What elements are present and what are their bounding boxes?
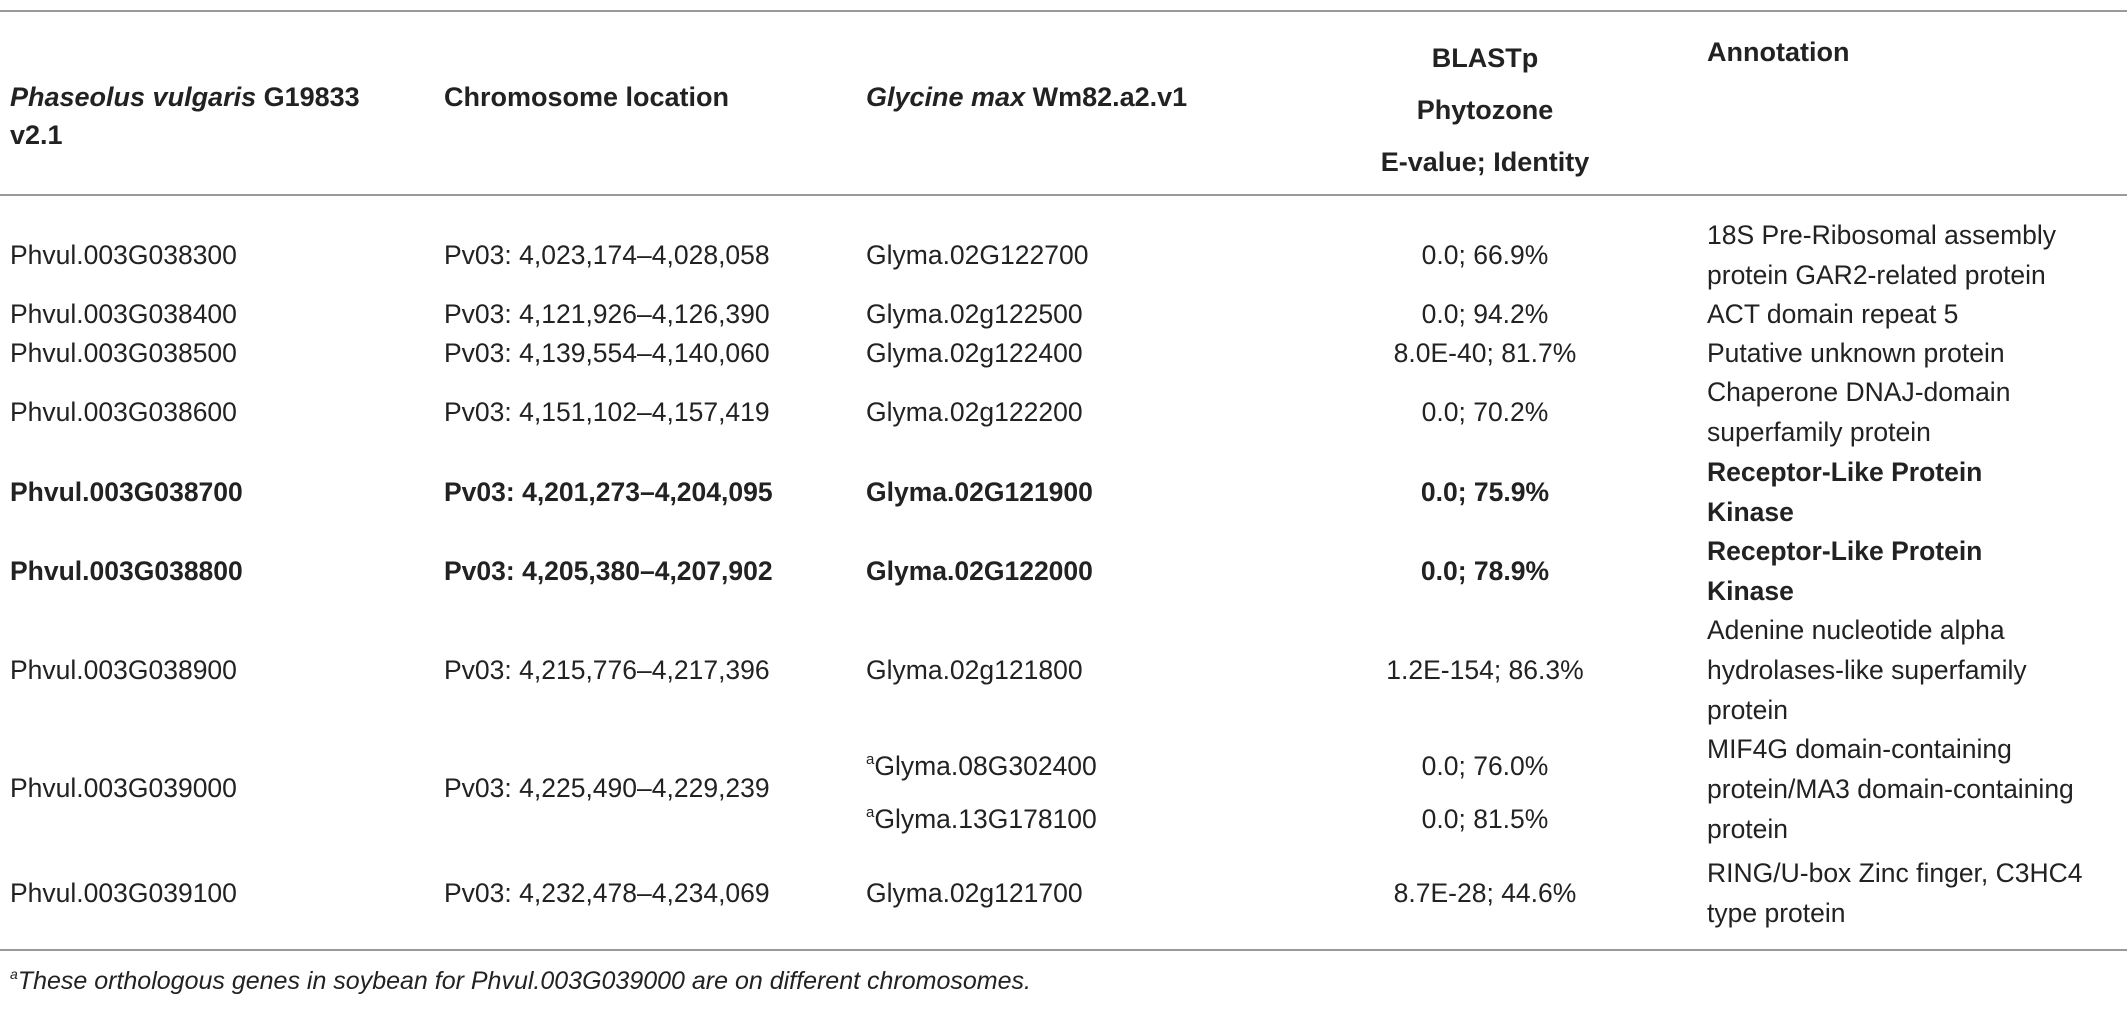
gene-id: Phvul.003G038600 — [10, 397, 237, 427]
header-rule — [0, 194, 2127, 196]
header-blast: BLASTp Phytozone E-value; Identity — [1380, 43, 1590, 177]
chromosome-location: Pv03: 4,201,273–4,204,095 — [444, 477, 773, 507]
annotation: ACT domain repeat 5 — [1707, 299, 1959, 329]
table-footnote: $^a$These orthologous genes in soybean for Phvul.003G039000 are on different chromosomes. — [10, 966, 1031, 995]
ortholog-id: Glyma.02g122500 — [866, 299, 1083, 329]
annotation: Chaperone DNAJ-domain superfamily protein — [1707, 377, 2011, 447]
gene-id: Phvul.003G038500 — [10, 338, 237, 368]
gene-id: Phvul.003G039000 — [10, 773, 237, 803]
top-rule — [0, 10, 2127, 12]
chromosome-location: Pv03: 4,023,174–4,028,058 — [444, 240, 770, 270]
gene-id: Phvul.003G039100 — [10, 878, 237, 908]
annotation: RING/U-box Zinc finger, C3HC4 type protein — [1707, 858, 2083, 928]
gene-id: Phvul.003G038900 — [10, 655, 237, 685]
chromosome-location: Pv03: 4,151,102–4,157,419 — [444, 397, 770, 427]
chromosome-location: Pv03: 4,121,926–4,126,390 — [444, 299, 770, 329]
blast-value: 1.2E-154; 86.3% — [1386, 655, 1584, 685]
ortholog-id: Glyma.02g121700 — [866, 878, 1083, 908]
ortholog-id: Glyma.02g122200 — [866, 397, 1083, 427]
ortholog-id: Glyma.02G122700 — [866, 240, 1089, 270]
blast-value: 0.0; 78.9% — [1420, 556, 1550, 586]
header-chromosome-location: Chromosome location — [444, 82, 730, 112]
gene-id: Phvul.003G038700 — [10, 477, 243, 507]
ortholog-id: Glyma.02g121800 — [866, 655, 1083, 685]
ortholog-id: $^a$Glyma.08G302400 — [866, 751, 1097, 781]
footnote-marker: a — [866, 804, 875, 821]
ortholog-id: Glyma.02G122000 — [866, 556, 1093, 586]
chromosome-location: Pv03: 4,225,490–4,229,239 — [444, 773, 770, 803]
header-ortholog: Glycine max Wm82.a2.v1 — [866, 82, 1188, 112]
chromosome-location: Pv03: 4,139,554–4,140,060 — [444, 338, 770, 368]
annotation: 18S Pre-Ribosomal assembly protein GAR2-related protein — [1707, 220, 2057, 290]
gene-id: Phvul.003G038300 — [10, 240, 237, 270]
ortholog-id-2: $^a$Glyma.13G178100 — [866, 804, 1097, 834]
blast-value: 8.0E-40; 81.7% — [1393, 338, 1577, 368]
blast-value: 0.0; 70.2% — [1421, 397, 1549, 427]
ortholog-id: Glyma.02g122400 — [866, 338, 1083, 368]
blast-value: 0.0; 94.2% — [1421, 299, 1549, 329]
bottom-rule — [0, 949, 2127, 951]
footnote-marker: a — [866, 751, 875, 768]
blast-value: 0.0; 76.0% — [1421, 751, 1549, 781]
annotation: Receptor-Like Protein Kinase — [1707, 457, 1983, 527]
header-annotation: Annotation — [1707, 37, 1850, 67]
blast-value-2: 0.0; 81.5% — [1421, 804, 1549, 834]
blast-value: 0.0; 75.9% — [1420, 477, 1550, 507]
ortholog-id: Glyma.02G121900 — [866, 477, 1093, 507]
chromosome-location: Pv03: 4,205,380–4,207,902 — [444, 556, 773, 586]
footnote-marker: a — [10, 966, 18, 982]
header-gene: Phaseolus vulgaris G19833 v2.1 — [10, 82, 360, 150]
annotation: Adenine nucleotide alpha hydrolases-like superfamily protein — [1707, 615, 2027, 725]
annotation: Receptor-Like Protein Kinase — [1707, 536, 1983, 606]
annotation: MIF4G domain-containing protein/MA3 domain-containing protein — [1707, 734, 2074, 844]
blast-value: 0.0; 66.9% — [1421, 240, 1549, 270]
blast-value: 8.7E-28; 44.6% — [1393, 878, 1577, 908]
gene-id: Phvul.003G038400 — [10, 299, 237, 329]
chromosome-location: Pv03: 4,232,478–4,234,069 — [444, 878, 770, 908]
gene-id: Phvul.003G038800 — [10, 556, 243, 586]
chromosome-location: Pv03: 4,215,776–4,217,396 — [444, 655, 770, 685]
annotation: Putative unknown protein — [1707, 338, 2005, 368]
